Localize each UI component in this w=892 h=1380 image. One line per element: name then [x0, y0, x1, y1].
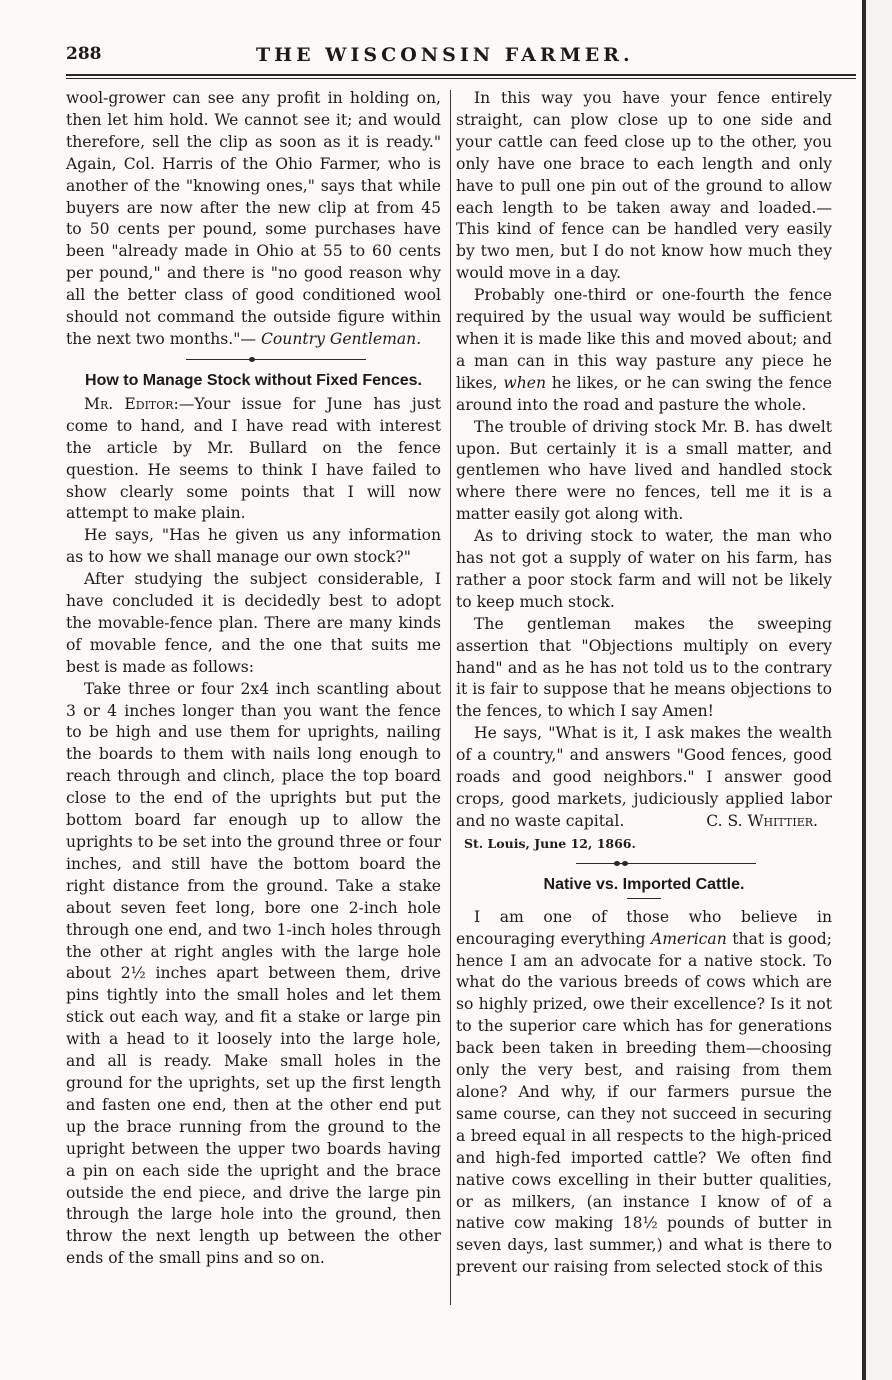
page-header [66, 44, 856, 72]
paragraph: I am one of those who believe in encouraging everything American that is good; hence I am an advocate for a native stock. To what do the various breeds of cows which are so highly prized, owe their excellence? Is it not to the superior care which has for generations back been taken in breeding them—choosing only the very best, and raising from them alone? And why, if our farmers pursue the same course, can they not succeed in securing a breed equal in all respects to the high-priced and high-fed imported cattle? We often find native cows excelling in their butter qualities, or as milkers, (an instance I know of of a native cow making 18½ pounds of butter in seven days, last summer,) and what is there to prevent our raising from selected stock of this [456, 907, 832, 1277]
emphasis: American [650, 929, 727, 948]
paragraph-text: —Your issue for June has just come to hand, and I have read with interest the article by Mr. Bullard on the fence question. He seems to think I have failed to show clearly some points that I will now attempt to make plain. [66, 394, 441, 523]
paragraph: He says, "Has he given us any information as to how we shall manage our own stock?" [66, 526, 441, 567]
continued-text: wool-grower can see any profit in holding on, then let him hold. We cannot see it; and would therefore, sell the clip as soon as it is ready." Again, Col. Harris of the Ohio Farmer, who is another of the "knowing ones," says that while buyers are now after the new clip at from 45 to 50 cents per pound, some purchases have been "already made in Ohio at 55 to 60 cents per pound," and there is "no good reason why all the better class of good conditioned wool should not command the outside figure within the next two months."— [66, 89, 441, 348]
article-title: How to Manage Stock without Fixed Fences. [85, 371, 422, 389]
paragraph: After studying the subject considerable, I have concluded it is decidedly best to adopt the movable-fence plan. There are many kinds of movable fence, and the one that suits me best is made as follows: [66, 570, 441, 676]
continued-article [66, 88, 441, 351]
dateline: St. Louis, June 12, 1866. [464, 835, 636, 851]
continued-source: Country Gentleman. [260, 329, 422, 348]
section-divider [66, 351, 441, 369]
article-title: Native vs. Imported Cattle. [543, 875, 745, 893]
page-margin [866, 0, 892, 1380]
paragraph: In this way you have your fence entirely straight, can plow close up to one side and your cattle can feed close up to the other, you only have one brace to each length and only have to pull one pin out of the ground to allow each length to be taken away and loaded.—This kind of fence can be handled very easily by two men, but I do not know how much they would move in a day. [456, 89, 832, 283]
title-rule [627, 898, 661, 899]
header-rule [66, 74, 856, 76]
paragraph: The gentleman makes the sweeping assertion that "Objections multiply on every hand" and as he has not told us to the contrary it is fair to suppose that he means objections to the fences, to which I say Amen! [456, 614, 832, 721]
page-edge-shadow [862, 0, 866, 1380]
salutation: Mr. Editor: [84, 394, 179, 413]
paragraph: Probably one-third or one-fourth the fence required by the usual way would be sufficient when it is made like this and moved about; and a man can in this way pasture any piece he likes, when he likes, or he can swing the fence around into the road and pasture the whole. [456, 286, 832, 414]
signature: C. S. Whittier. [706, 811, 818, 830]
header-rule-thin [66, 78, 856, 79]
column-divider [450, 90, 451, 1305]
right-column [456, 88, 832, 1279]
running-title: THE WISCONSIN FARMER. [256, 44, 634, 66]
left-column [66, 88, 441, 1270]
paragraph: The trouble of driving stock Mr. B. has dwelt upon. But certainly it is a small matter, and gentlemen who have lived and handled stock where there were no fences, tell me it is a matter easily got along with. [456, 417, 832, 524]
paragraph [66, 394, 441, 525]
paragraph: Take three or four 2x4 inch scantling about 3 or 4 inches longer than you want the fence to be high and use them for uprights, nailing the boards to them with nails long enough to reach through and clinch, place the top board close to the end of the uprights but put the bottom board far enough up to allow the uprights to be set into the ground three or four inches, and still have the bottom board the right distance from the ground. Take a stake about seven feet long, bore one 2-inch hole through one end, and two 1-inch holes through the other at right angles with the large hole about 2½ inches apart between them, drive pins tightly into the small holes and let them stick out each way, and fit a stake or large pin with a head to it loosely into the large hole, and all is ready. Make small holes in the ground for the uprights, set up the first length and fasten one end, then at the other end put up the brace running from the ground to the upright between the upper two boards having a pin on each side the upright and the brace outside the end piece, and drive the large pin through the large hole into the ground, then throw the next length up between the other ends of the small pins and so on. [66, 679, 441, 1268]
paragraph: As to driving stock to water, the man who has not got a supply of water on his farm, has rather a poor stock farm and will not be likely to keep much stock. [456, 527, 832, 611]
paragraph: He says, "What is it, I ask makes the wealth of a country," and answers "Good fences, good roads and good neighbors." I answer good crops, good markets, judiciously applied labor and no waste capital. C. S. Whittier. [456, 723, 832, 833]
emphasis: when [503, 373, 547, 392]
page-number: 288 [66, 44, 102, 64]
section-divider [456, 855, 832, 873]
